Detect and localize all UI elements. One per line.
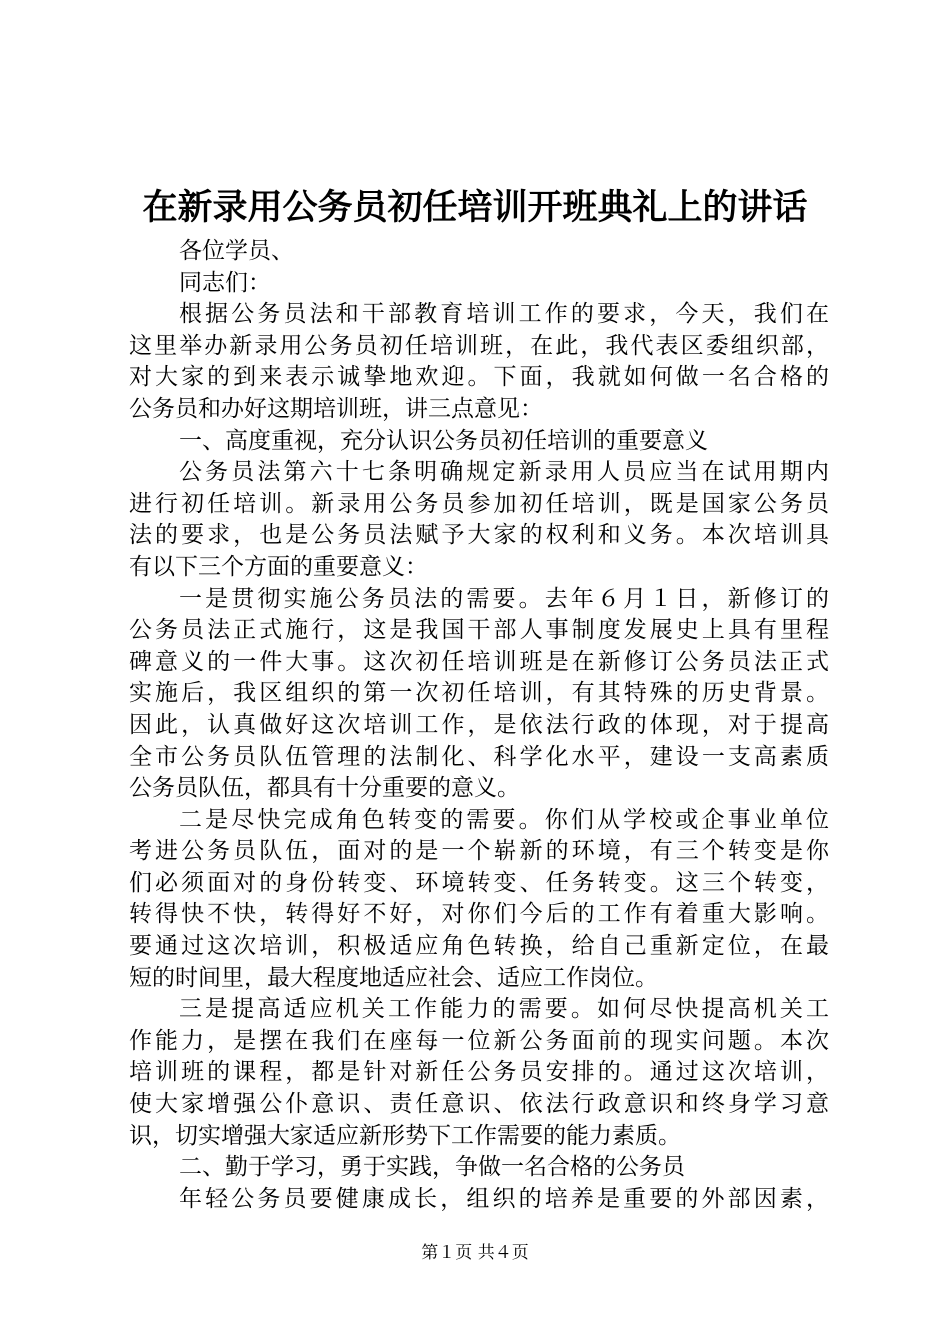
- document-title: 在新录用公务员初任培训开班典礼上的讲话: [142, 187, 808, 228]
- text-line: 公务员队伍，都具有十分重要的意义。: [129, 775, 520, 802]
- text-line: 短的时间里，最大程度地适应社会、适应工作岗位。: [129, 964, 658, 991]
- document-body: [129, 236, 829, 1215]
- text-line: 作能力，是摆在我们在座每一位新公务面前的现实问题。本次: [129, 1027, 829, 1054]
- text-line: 们必须面对的身份转变、环境转变、任务转变。这三个转变，: [129, 869, 829, 896]
- text-line: 进行初任培训。新录用公务员参加初任培训，既是国家公务员: [129, 490, 829, 517]
- text-line: 这里举办新录用公务员初任培训班，在此，我代表区委组织部，: [129, 332, 829, 359]
- text-line: 碑意义的一件大事。这次初任培训班是在新修订公务员法正式: [129, 648, 829, 675]
- text-line: 对大家的到来表示诚挚地欢迎。下面，我就如何做一名合格的: [129, 364, 829, 391]
- text-line: 培训班的课程，都是针对新任公务员安排的。通过这次培训，: [129, 1059, 829, 1086]
- text-line: 识，切实增强大家适应新形势下工作需要的能力素质。: [129, 1122, 681, 1149]
- text-line: 实施后，我区组织的第一次初任培训，有其特殊的历史背景。: [129, 680, 829, 707]
- text-line: 有以下三个方面的重要意义：: [129, 553, 428, 580]
- text-line: 一、高度重视，充分认识公务员初任培训的重要意义: [179, 427, 708, 454]
- text-line: 一是贯彻实施公务员法的需要。去年６月１日，新修订的: [179, 585, 829, 612]
- text-line: 各位学员、: [179, 238, 294, 264]
- text-line: 二是尽快完成角色转变的需要。你们从学校或企事业单位: [179, 806, 829, 833]
- text-line: 同志们：: [179, 269, 271, 296]
- text-line: 根据公务员法和干部教育培训工作的要求，今天，我们在: [179, 301, 829, 328]
- text-line: 公务员法第六十七条明确规定新录用人员应当在试用期内: [179, 459, 829, 486]
- text-line: 全市公务员队伍管理的法制化、科学化水平，建设一支高素质: [129, 743, 829, 770]
- text-line: 公务员和办好这期培训班，讲三点意见：: [129, 395, 543, 422]
- text-line: 三是提高适应机关工作能力的需要。如何尽快提高机关工: [179, 996, 829, 1023]
- text-line: 因此，认真做好这次培训工作，是依法行政的体现，对于提高: [129, 711, 829, 738]
- text-line: 法的要求，也是公务员法赋予大家的权利和义务。本次培训具: [129, 522, 829, 549]
- text-line: 二、勤于学习，勇于实践，争做一名合格的公务员: [179, 1154, 685, 1181]
- text-line: 公务员法正式施行，这是我国干部人事制度发展史上具有里程: [129, 617, 829, 644]
- page-footer: 第１页 共４页: [421, 1243, 529, 1263]
- text-line: 使大家增强公仆意识、责任意识、依法行政意识和终身学习意: [129, 1091, 829, 1118]
- text-line: 年轻公务员要健康成长，组织的培养是重要的外部因素，: [179, 1185, 829, 1212]
- text-line: 转得快不快，转得好不好，对你们今后的工作有着重大影响。: [129, 901, 829, 928]
- text-line: 考进公务员队伍，面对的是一个崭新的环境，有三个转变是你: [129, 838, 829, 865]
- text-line: 要通过这次培训，积极适应角色转换，给自己重新定位，在最: [129, 933, 829, 960]
